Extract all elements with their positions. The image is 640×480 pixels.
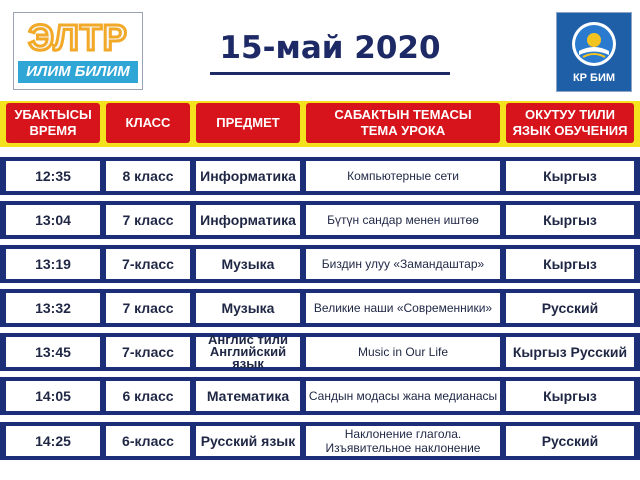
column-header-language-line2: ЯЗЫК ОБУЧЕНИЯ — [512, 123, 628, 138]
cell-topic: Сандын модасы жана медианасы — [306, 381, 500, 411]
cell-language: Кыргыз — [506, 161, 634, 191]
column-header-time — [6, 103, 100, 143]
cell-topic: Бүтүн сандар менен иштөө — [306, 205, 500, 235]
table-row — [0, 201, 640, 239]
column-header-topic — [306, 103, 500, 143]
table-row — [0, 289, 640, 327]
kr-bim-logo — [556, 12, 632, 92]
cell-time: 13:32 — [6, 293, 100, 323]
column-header-class — [106, 103, 190, 143]
table-row — [0, 333, 640, 371]
column-header-class-line1: КЛАСС — [125, 115, 171, 130]
table-row — [0, 377, 640, 415]
column-header-topic-line2: ТЕМА УРОКА — [360, 123, 446, 138]
table-row — [0, 157, 640, 195]
cell-class: 7-класс — [106, 249, 190, 279]
cell-subject: Информатика — [196, 205, 300, 235]
cell-topic: Компьютерные сети — [306, 161, 500, 191]
cell-language: Кыргыз — [506, 381, 634, 411]
eltr-logo-text: ЭЛТР — [28, 17, 128, 58]
column-header-language-line1: ОКУТУУ ТИЛИ — [525, 107, 615, 122]
cell-time: 13:04 — [6, 205, 100, 235]
cell-class: 7 класс — [106, 205, 190, 235]
column-header-topic-line1: САБАКТЫН ТЕМАСЫ — [334, 107, 472, 122]
cell-time: 13:45 — [6, 337, 100, 367]
cell-subject: Русский язык — [196, 426, 300, 456]
column-header-subject — [196, 103, 300, 143]
column-header-language — [506, 103, 634, 143]
cell-language: Кыргыз — [506, 205, 634, 235]
column-header-time-line2: ВРЕМЯ — [29, 123, 77, 138]
cell-subject: Математика — [196, 381, 300, 411]
kr-bim-logo-caption: КР БИМ — [572, 72, 616, 84]
page-title: 15-май 2020 — [210, 28, 450, 75]
cell-language: Русский — [506, 293, 634, 323]
cell-subject: Музыка — [196, 249, 300, 279]
column-header-time-line1: УБАКТЫСЫ — [14, 107, 92, 122]
cell-class: 6-класс — [106, 426, 190, 456]
cell-class: 6 класс — [106, 381, 190, 411]
cell-subject: Информатика — [196, 161, 300, 191]
cell-time: 14:05 — [6, 381, 100, 411]
cell-topic: Великие наши «Современники» — [306, 293, 500, 323]
cell-time: 14:25 — [6, 426, 100, 456]
cell-language: Русский — [506, 426, 634, 456]
table-row — [0, 422, 640, 460]
cell-language: Кыргыз — [506, 249, 634, 279]
eltr-logo-subtitle: ИЛИМ БИЛИМ — [18, 61, 138, 83]
cell-class: 7 класс — [106, 293, 190, 323]
cell-topic: Наклонение глагола. Изъявительное наклонение — [306, 426, 500, 456]
table-row — [0, 245, 640, 283]
kyrgyz-emblem-icon — [571, 21, 617, 67]
cell-class: 7-класс — [106, 337, 190, 367]
eltr-logo — [13, 12, 143, 90]
cell-time: 12:35 — [6, 161, 100, 191]
cell-class: 8 класс — [106, 161, 190, 191]
cell-time: 13:19 — [6, 249, 100, 279]
cell-topic: Music in Our Life — [306, 337, 500, 367]
cell-topic: Биздин улуу «Замандаштар» — [306, 249, 500, 279]
cell-subject: Музыка — [196, 293, 300, 323]
column-header-subject-line1: ПРЕДМЕТ — [216, 115, 280, 130]
cell-language: Кыргыз Русский — [506, 337, 634, 367]
cell-subject: Англис тили Английский язык — [196, 337, 300, 367]
